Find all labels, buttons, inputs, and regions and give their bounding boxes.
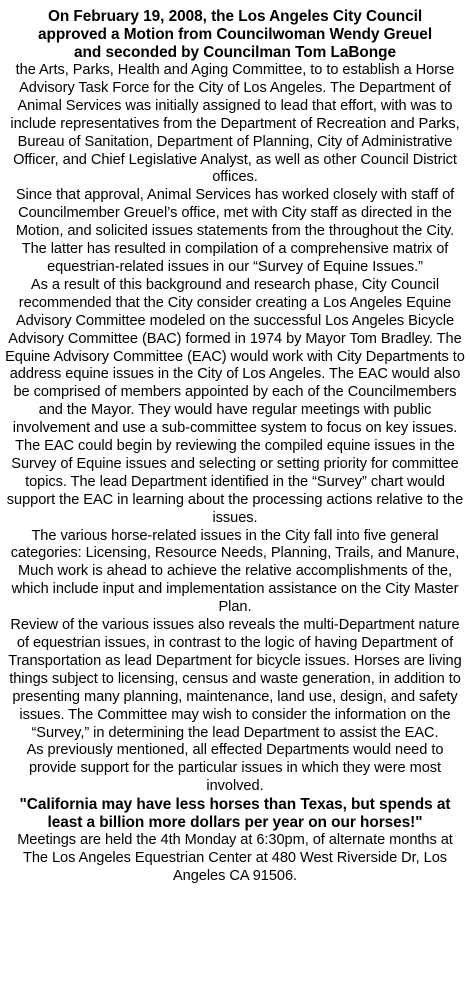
paragraph-issue-categories: The various horse-related issues in the City fall into five general categories: Licensing, Resource Needs, Planning, Trails, and Manure, Much work is ahead to achieve the relative accomplishments of the, which include input and implementation assistance on the City Master Plan. — [10, 527, 460, 616]
highlight-quote: "California may have less horses than Texas, but spends at least a billion more dollars per year on our horses!" — [19, 796, 451, 832]
meeting-info: Meetings are held the 4th Monday at 6:30pm, of alternate months at The Los Angeles Equestrian Center at 480 West Riverside Dr, Los Angeles CA 91506. — [17, 832, 453, 884]
paragraph-department-support: As previously mentioned, all effected Departments would need to provide support for the particular issues in which they were most involved. — [26, 742, 444, 795]
paragraph-eac-review: The EAC could begin by reviewing the compiled equine issues in the Survey of Equine issues and selecting or setting priority for committee topics. The lead Department identified in the “Survey” chart would support the EAC in learning about the processing actions relative to the issues. — [6, 438, 464, 526]
paragraph-approval-progress: Since that approval, Animal Services has worked closely with staff of Councilmember Greuel’s office, met with City staff as directed in the Motion, and solicited issues statements from the throughout the City. The latter has resulted in compilation of a comprehensive matrix of equestrian-related issues in our “Survey of Equine Issues.” — [15, 187, 455, 275]
document-heading: On February 19, 2008, the Los Angeles City Council approved a Motion from Councilwoman Wendy Greuel and seconded by Councilman Tom LaBonge — [37, 8, 433, 61]
paragraph-multi-department: Review of the various issues also reveals the multi-Department nature of equestrian issues, in contrast to the logic of having Department of Transportation as lead Department for bicycle issues. Horses are living things subject to licensing, census and waste generation, in addition to presenting many planning, maintenance, land use, design, and safety issues. The Committee may wish to consider the information on the “Survey,” in determining the lead Department to assist the EAC. — [8, 617, 462, 741]
paragraph-task-force: the Arts, Parks, Health and Aging Committee, to to establish a Horse Advisory Task Force for the City of Los Angeles. The Department of Animal Services was initially assigned to lead that effort, with was to include representatives from the Department of Recreation and Parks, Bureau of Sanitation, Department of Planning, City of Administrative Officer, and Chief Legislative Analyst, as well as other Council District offices. — [10, 62, 460, 186]
paragraph-eac-recommendation: As a result of this background and research phase, City Council recommended that the City consider creating a Los Angeles Equine Advisory Committee modeled on the successful Los Angeles Bicycle Advisory Committee (BAC) formed in 1974 by Mayor Tom Bradley. The Equine Advisory Committee (EAC) would work with City Departments to address equine issues in the City of Los Angeles. The EAC would also be comprised of members appointed by each of the Councilmembers and the Mayor. They would have regular meetings with public involvement and use a sub-committee system to focus on key issues. — [5, 276, 465, 437]
